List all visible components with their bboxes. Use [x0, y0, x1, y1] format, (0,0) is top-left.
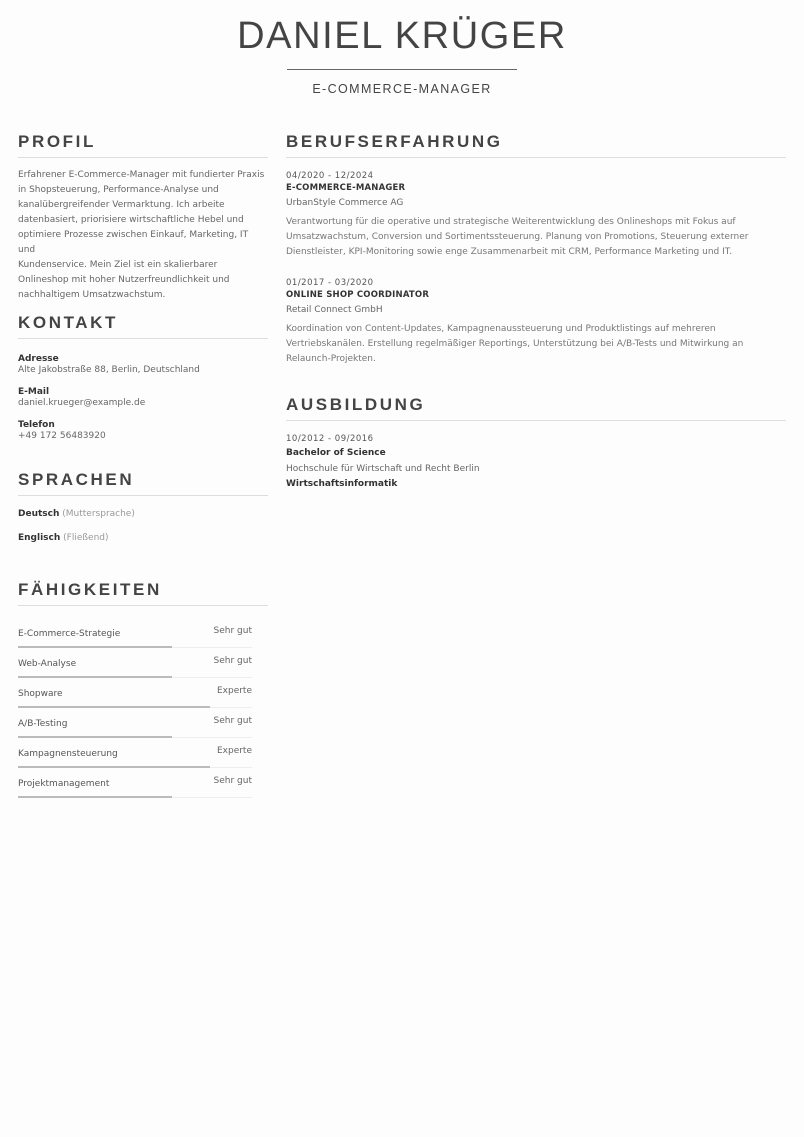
experience-position: E-COMMERCE-MANAGER [286, 183, 406, 193]
profile-line: optimiere Prozesse zwischen Einkauf, Marketing, IT und [18, 230, 249, 255]
contact-phone [18, 420, 268, 442]
skill-level: Sehr gut [213, 776, 252, 786]
skill-bar-track [18, 797, 252, 798]
experience-section [286, 132, 786, 367]
description-line: Relaunch-Projekten. [286, 354, 376, 364]
education-divider [286, 420, 786, 421]
language-name: Deutsch [18, 509, 60, 519]
candidate-name: DANIEL KRÜGER [237, 15, 567, 57]
skill-level: Sehr gut [213, 626, 252, 636]
skill-row [18, 768, 252, 798]
education-field: Wirtschaftsinformatik [286, 479, 398, 489]
languages-heading: SPRACHEN [18, 470, 135, 489]
profile-heading: PROFIL [18, 132, 96, 151]
address-value: Alte Jakobstraße 88, Berlin, Deutschland [18, 365, 200, 375]
name-divider [287, 69, 517, 70]
education-school: Hochschule für Wirtschaft und Recht Berlin [286, 464, 480, 474]
profile-text [18, 168, 268, 303]
candidate-title: E-COMMERCE-MANAGER [312, 82, 492, 96]
experience-heading: BERUFSERFAHRUNG [286, 132, 503, 151]
education-date: 10/2012 - 09/2016 [286, 434, 374, 444]
profile-line: nachhaltigem Umsatzwachstum. [18, 290, 166, 300]
experience-date: 01/2017 - 03/2020 [286, 278, 374, 288]
resume-header [0, 14, 804, 96]
contact-heading: KONTAKT [18, 313, 119, 332]
skill-level: Experte [216, 746, 252, 756]
description-line: Vertriebskanälen. Erstellung regelmäßiger Reportings, Unterstützung bei A/B-Tests und Mitwirkung an [286, 339, 744, 349]
profile-line: in Shopsteuerung, Performance-Analyse und [18, 185, 219, 195]
skills-list [18, 618, 268, 798]
language-name: Englisch [18, 533, 61, 543]
skills-section [18, 580, 268, 798]
profile-line: kanalübergreifender Vermarktung. Ich arbeite [18, 200, 225, 210]
profile-section [18, 132, 268, 303]
experience-entry [286, 170, 786, 260]
skill-name: E-Commerce-Strategie [18, 629, 121, 639]
language-item [18, 509, 268, 520]
skill-level: Sehr gut [213, 716, 252, 726]
education-heading: AUSBILDUNG [286, 395, 426, 414]
education-entry [286, 433, 786, 491]
skill-level: Experte [216, 686, 252, 696]
skill-row [18, 648, 252, 678]
contact-section [18, 313, 268, 442]
profile-line: Onlineshop mit hoher Nutzerfreundlichkeit und [18, 275, 230, 285]
experience-divider [286, 157, 786, 158]
profile-line: Kundenservice. Mein Ziel ist ein skalierbarer [18, 260, 218, 270]
description-line: Umsatzwachstum, Conversion und Sortimentssteuerung. Planung von Promotions, Steuerung externer [286, 232, 749, 242]
skill-name: A/B-Testing [18, 719, 68, 729]
education-degree: Bachelor of Science [286, 448, 386, 458]
skills-divider [18, 605, 268, 606]
experience-entry [286, 277, 786, 367]
language-item [18, 533, 268, 544]
contact-email [18, 387, 268, 409]
skill-bar-fill [18, 796, 172, 798]
experience-company: Retail Connect GmbH [286, 305, 383, 315]
experience-company: UrbanStyle Commerce AG [286, 198, 404, 208]
language-level: (Fließend) [63, 533, 109, 543]
contact-divider [18, 338, 268, 339]
languages-divider [18, 495, 268, 496]
email-link[interactable]: daniel.krueger@example.de [18, 398, 146, 408]
education-section [286, 395, 786, 491]
phone-label: Telefon [18, 420, 55, 430]
profile-line: datenbasiert, priorisiere wirtschaftliche Hebel und [18, 215, 244, 225]
description-line: Verantwortung für die operative und strategische Weiterentwicklung des Onlineshops mit Fokus auf [286, 217, 736, 227]
contact-address [18, 354, 268, 376]
skill-name: Kampagnensteuerung [18, 749, 118, 759]
skill-row [18, 618, 252, 648]
language-level: (Muttersprache) [62, 509, 135, 519]
description-line: Dienstleister, KPI-Monitoring sowie enge Zusammenarbeit mit CRM, Performance Marketing und IT. [286, 247, 733, 257]
address-label: Adresse [18, 354, 59, 364]
profile-divider [18, 157, 268, 158]
experience-description [286, 215, 786, 260]
skill-level: Sehr gut [213, 656, 252, 666]
skill-row [18, 678, 252, 708]
profile-line: Erfahrener E-Commerce-Manager mit fundierter Praxis [18, 170, 265, 180]
skill-row [18, 708, 252, 738]
experience-description [286, 322, 786, 367]
skill-name: Web-Analyse [18, 659, 77, 669]
skill-row [18, 738, 252, 768]
skill-name: Projektmanagement [18, 779, 110, 789]
skills-heading: FÄHIGKEITEN [18, 580, 162, 599]
experience-position: ONLINE SHOP COORDINATOR [286, 290, 430, 300]
phone-value: +49 172 56483920 [18, 431, 106, 441]
description-line: Koordination von Content-Updates, Kampagnenaussteuerung und Produktlistings auf mehreren [286, 324, 716, 334]
email-label: E-Mail [18, 387, 50, 397]
experience-date: 04/2020 - 12/2024 [286, 171, 374, 181]
skill-name: Shopware [18, 689, 63, 699]
languages-section [18, 470, 268, 544]
